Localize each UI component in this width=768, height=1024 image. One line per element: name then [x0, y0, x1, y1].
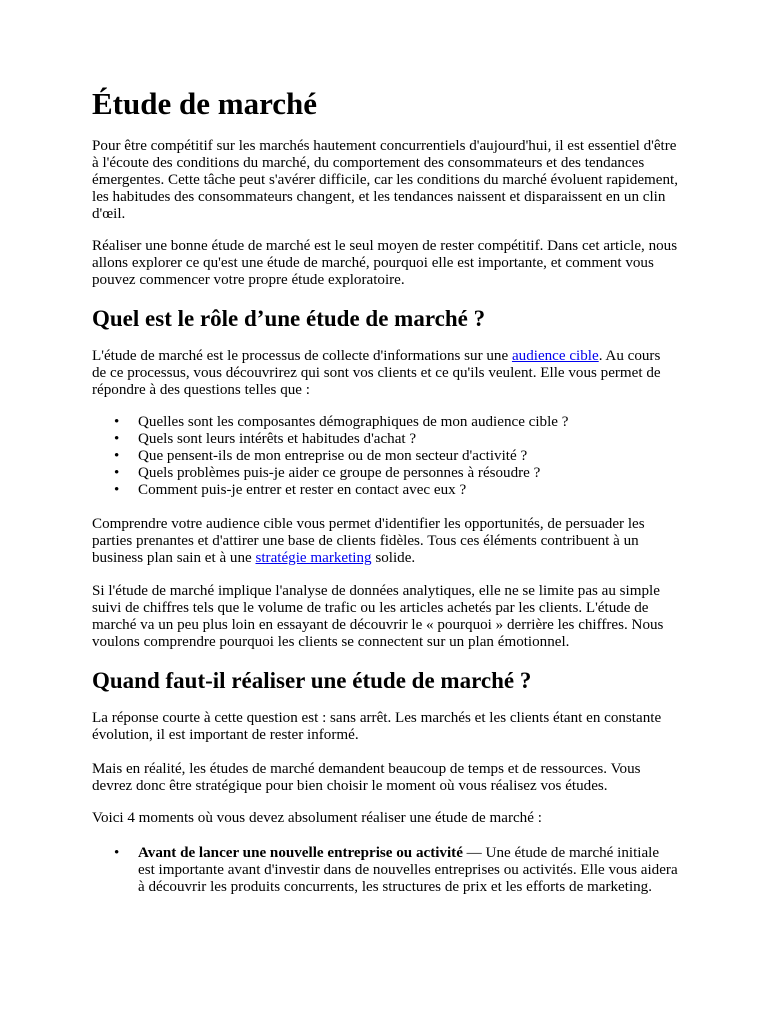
list-item — [92, 845, 678, 896]
questions-list — [92, 414, 678, 499]
page-title: Étude de marché — [92, 86, 318, 121]
when-paragraph-3: Voici 4 moments où vous devez absolument réaliser une étude de marché : — [92, 810, 542, 826]
intro-paragraph-1: Pour être compétitif sur les marchés hautement concurrentiels d'aujourd'hui, il est essentiel d'être à l'écoute des conditions du marché, du comportement des consommateurs et des tendances émergentes. Cette tâche peut s'avérer difficile, car les conditions du marché évoluent rapidement, les habitudes des consommateurs changent, et les tendances naissent et disparaissent en un clin d'œil. — [92, 138, 678, 222]
list-item — [92, 482, 678, 499]
when-paragraph-2: Mais en réalité, les études de marché demandent beaucoup de temps et de ressources. Vous devrez donc être stratégique pour bien choisir le moment où vous réalisez vos études. — [92, 761, 641, 794]
strategie-marketing-link[interactable]: stratégie marketing — [255, 550, 372, 566]
list-item — [92, 448, 678, 465]
list-item — [92, 414, 678, 431]
bullet-icon: • — [114, 448, 120, 464]
role-paragraph-1-text: L'étude de marché est le processus de collecte d'informations sur une — [92, 348, 512, 364]
role-paragraph-2-text-after: solide. — [371, 550, 416, 566]
bullet-icon: • — [114, 465, 120, 481]
role-paragraph-2 — [92, 516, 678, 567]
list-item-text: Que pensent-ils de mon entreprise ou de mon secteur d'activité ? — [138, 448, 528, 464]
role-paragraph-1 — [92, 348, 678, 399]
bullet-icon: • — [114, 482, 120, 498]
section-heading-when: Quand faut-il réaliser une étude de marché ? — [92, 668, 532, 693]
when-paragraph-1: La réponse courte à cette question est : sans arrêt. Les marchés et les clients étant en constante évolution, il est important de rester informé. — [92, 710, 662, 743]
list-item-text: Quelles sont les composantes démographiques de mon audience cible ? — [138, 414, 569, 430]
list-item-text: Comment puis-je entrer et rester en contact avec eux ? — [138, 482, 467, 498]
bullet-icon: • — [114, 845, 120, 861]
section-heading-role: Quel est le rôle d’une étude de marché ? — [92, 306, 486, 331]
role-paragraph-2-text: Comprendre votre audience cible vous permet d'identifier les opportunités, de persuader les parties prenantes et d'attirer une base de clients fidèles. Tous ces éléments contribuent à un business plan sain et à une — [92, 516, 645, 566]
list-item-text: Quels problèmes puis-je aider ce groupe de personnes à résoudre ? — [138, 465, 541, 481]
role-paragraph-1-text-after: . Au cours de ce processus, vous découvrirez qui sont vos clients et ce qu'ils veulent. Elle vous permet de répondre à des questions telles que : — [92, 348, 661, 398]
intro-paragraph-2: Réaliser une bonne étude de marché est le seul moyen de rester compétitif. Dans cet article, nous allons explorer ce qu'est une étude de marché, pourquoi elle est importante, et comment vous pouvez commencer votre propre étude exploratoire. — [92, 238, 678, 288]
list-item — [92, 431, 678, 448]
role-paragraph-3: Si l'étude de marché implique l'analyse de données analytiques, elle ne se limite pas au simple suivi de chiffres tels que le volume de trafic ou les articles achetés par les clients. L'étude de marché va un peu plus loin en essayant de découvrir le « pourquoi » derrière les chiffres. Nous voulons comprendre pourquoi les clients se connectent sur un plan émotionnel. — [92, 583, 664, 650]
bullet-icon: • — [114, 414, 120, 430]
moment-title: Avant de lancer une nouvelle entreprise ou activité — [138, 845, 463, 861]
bullet-icon: • — [114, 431, 120, 447]
moments-list — [92, 845, 678, 896]
list-item-text: Quels sont leurs intérêts et habitudes d'achat ? — [138, 431, 417, 447]
audience-cible-link[interactable]: audience cible — [511, 348, 599, 364]
moment-text: — Une étude de marché initiale est importante avant d'investir dans de nouvelles entreprises ou activités. Elle vous aidera à découvrir les produits concurrents, les structures de prix et les efforts de marketing. — [138, 845, 678, 895]
list-item — [92, 465, 678, 482]
